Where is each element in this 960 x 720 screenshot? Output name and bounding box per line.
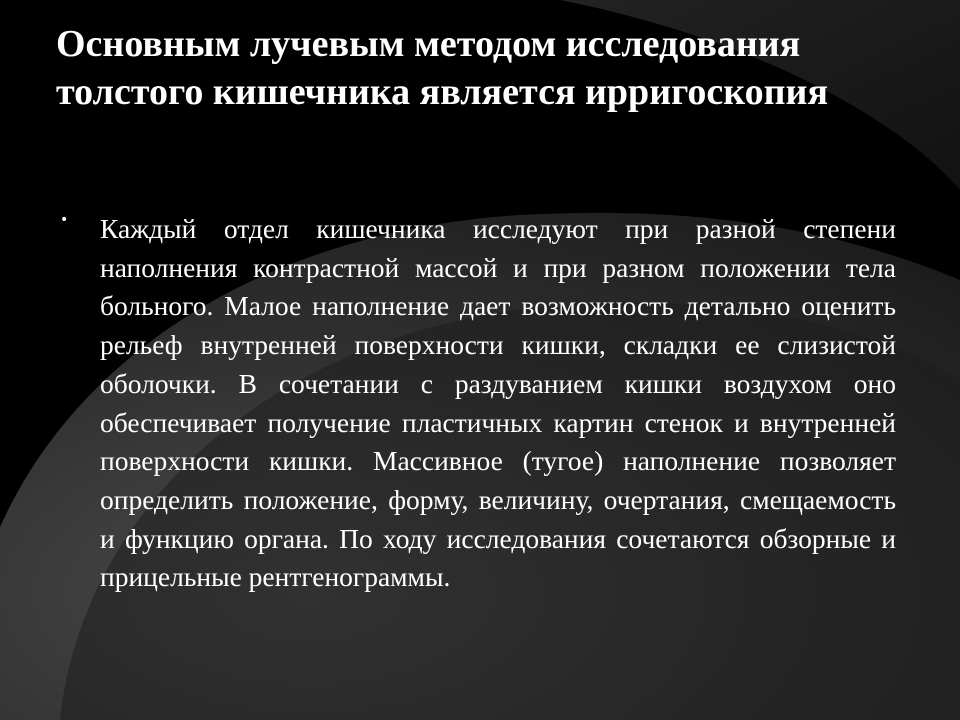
list-item: [58, 210, 896, 597]
slide-title: Основным лучевым методом исследования толстого кишечника является ирригоскопия: [56, 23, 829, 113]
bullet-icon: •: [60, 212, 69, 228]
bullet-text: Каждый отдел кишечника исследуют при разной степени наполнения контрастной массой и при разном положении тела больного. Малое наполнение дает возможность детально оценить рельеф внутренней поверхности кишки, складки ее слизистой оболочки. В сочетании с раздуванием кишки воздухом оно обеспечивает получение пластичных картин стенок и внутренней поверхности кишки. Массивное (тугое) наполнение позволяет определить положение, форму, величину, очертания, смещаемость и функцию органа. По ходу исследования сочетаются обзорные и прицельные рентгенограммы.: [100, 213, 896, 593]
bullet-list: [58, 210, 896, 597]
